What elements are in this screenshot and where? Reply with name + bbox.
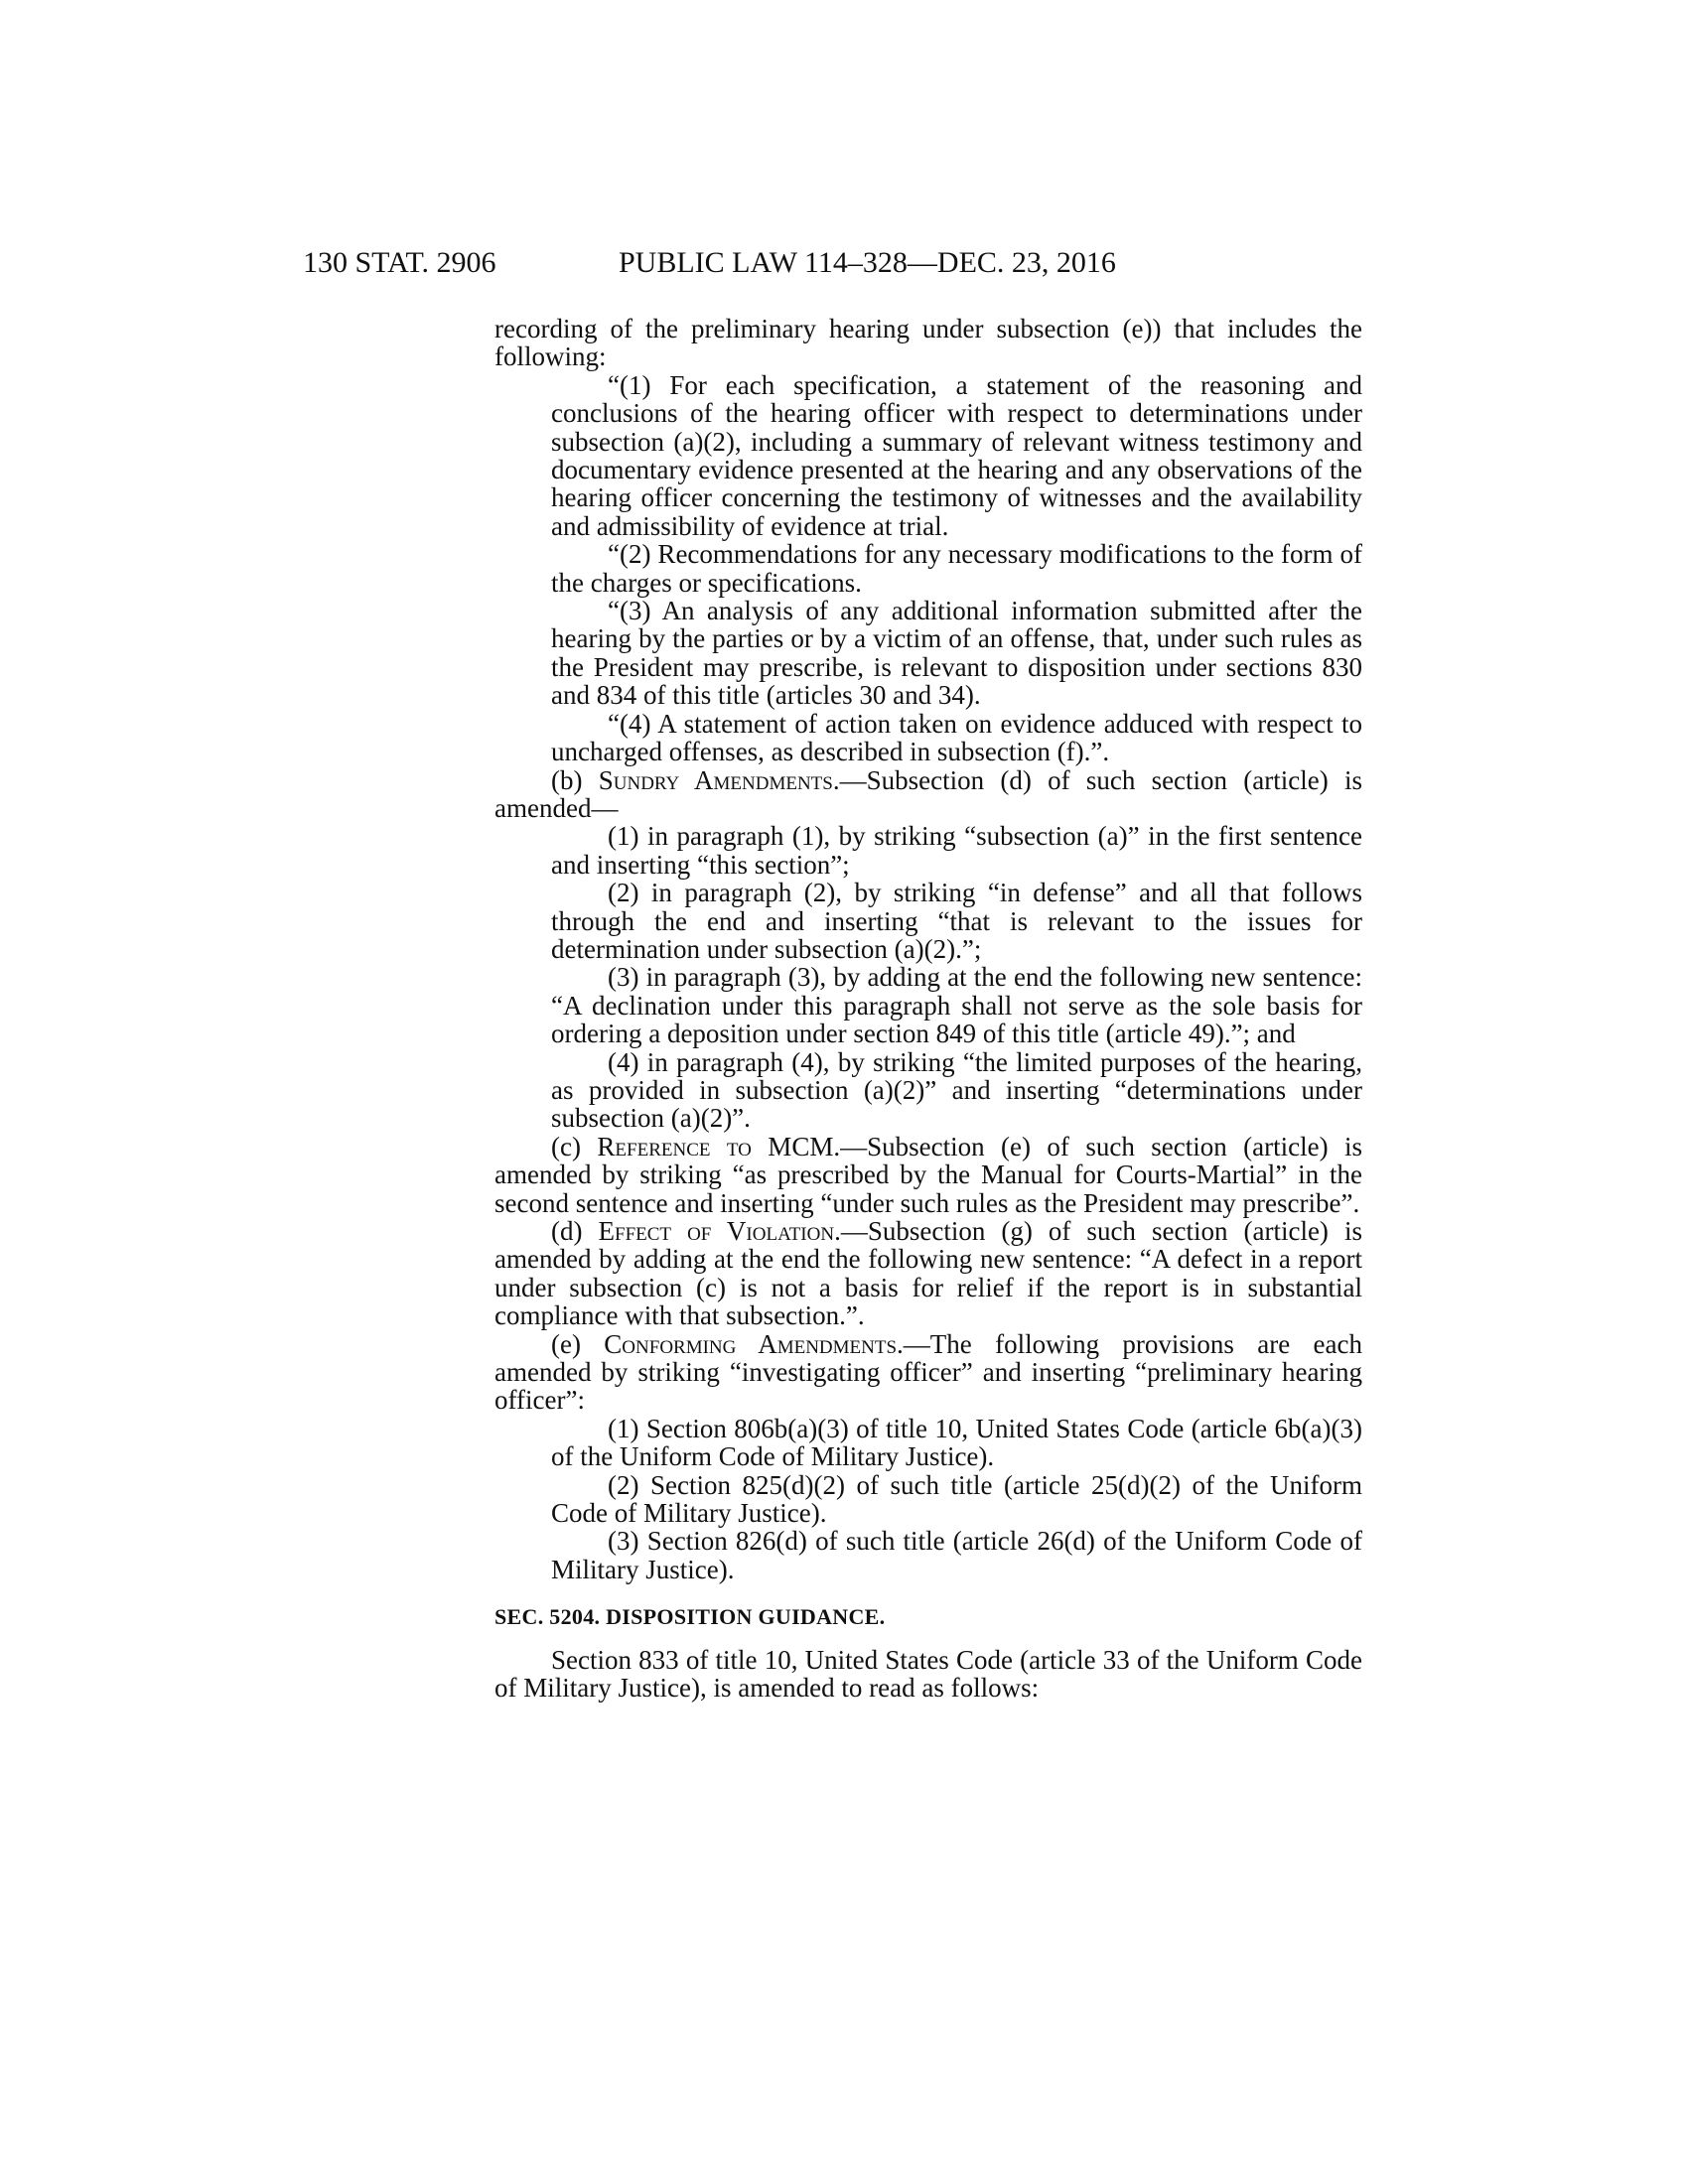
paragraph-continuation: recording of the preliminary hearing under subsection (e)) that includes the following: xyxy=(494,314,1362,372)
page-header xyxy=(303,246,1370,286)
subsection-e-item-3: (3) Section 826(d) of such title (article 26(d) of the Uniform Code of Military Justice). xyxy=(551,1526,1362,1584)
subsection-b-heading: Sundry Amendments. xyxy=(598,764,840,795)
subsection-c-text: —Subsection (e) of such section (article) is amended by striking “as prescribed by the Manual for Courts-Martial” in the second sentence and inserting “under such rules as the President may prescribe”. xyxy=(494,1131,1363,1218)
subsection-e-item-1: (1) Section 806b(a)(3) of title 10, United States Code (article 6b(a)(3) of the Uniform Code of Military Justice). xyxy=(551,1413,1362,1472)
subsection-b-item-1: (1) in paragraph (1), by striking “subsection (a)” in the first sentence and inserting “this section”; xyxy=(551,821,1362,880)
document-body xyxy=(494,315,1362,1703)
quoted-item-3: “(3) An analysis of any additional information submitted after the hearing by the parties or by a victim of an offense, that, under such rules as the President may prescribe, is relevant to disposition under sections 830 and 834 of this title (articles 30 and 34). xyxy=(551,596,1362,711)
running-title: PUBLIC LAW 114–328—DEC. 23, 2016 xyxy=(619,246,1116,279)
subsection-d-heading: Effect of Violation. xyxy=(598,1216,841,1246)
quoted-item-1: “(1) For each specification, a statement of the reasoning and conclusions of the hearing officer with respect to determinations under subsection (a)(2), including a summary of relevant witness testimony and documentary evidence presented at the hearing and any observations of the hearing officer concerning the testimony of witnesses and the availability and admissibility of evidence at trial. xyxy=(551,369,1362,541)
subsection-b-text: —Subsection (d) of such section (article) is amended— xyxy=(494,764,1362,823)
subsection-b-label: (b) xyxy=(551,764,599,795)
subsection-b-item-2: (2) in paragraph (2), by striking “in defense” and all that follows through the end and inserting “that is relevant to the issues for determination under subsection (a)(2).”; xyxy=(551,878,1362,964)
section-heading: SEC. 5204. DISPOSITION GUIDANCE. xyxy=(494,1604,886,1630)
quoted-item-2: “(2) Recommendations for any necessary modifications to the form of the charges or specifications. xyxy=(551,539,1362,598)
subsection-d-label: (d) xyxy=(551,1216,599,1246)
subsection-b-item-3: (3) in paragraph (3), by adding at the end the following new sentence: “A declination under this paragraph shall not serve as the sole basis for ordering a deposition under section 849 of this title (article 49).”; and xyxy=(551,962,1362,1049)
subsection-c-heading: Reference to MCM. xyxy=(597,1131,841,1161)
subsection-e xyxy=(494,1330,1362,1415)
subsection-c xyxy=(494,1133,1362,1217)
subsection-c-label: (c) xyxy=(551,1131,598,1161)
subsection-e-text: —The following provisions are each amended by striking “investigating officer” and inserting “preliminary hearing officer”: xyxy=(494,1328,1362,1416)
subsection-e-heading: Conforming Amendments. xyxy=(604,1328,904,1359)
subsection-b xyxy=(494,766,1362,823)
section-text: Section 833 of title 10, United States Code (article 33 of the Uniform Code of Military Justice), is amended to read as follows: xyxy=(494,1644,1362,1704)
subsection-d xyxy=(494,1217,1362,1330)
subsection-b-item-4: (4) in paragraph (4), by striking “the limited purposes of the hearing, as provided in subsection (a)(2)” and inserting “determinations under subsection (a)(2)”. xyxy=(551,1046,1362,1134)
quoted-item-4: “(4) A statement of action taken on evidence adduced with respect to uncharged offenses, as described in subsection (f).”. xyxy=(551,708,1362,767)
subsection-e-label: (e) xyxy=(551,1328,605,1359)
subsection-d-text: —Subsection (g) of such section (article) is amended by adding at the end the following new sentence: “A defect in a report under subsection (c) is not a basis for relief if the report is in substantial compliance with that subsection.”. xyxy=(494,1216,1362,1331)
subsection-e-item-2: (2) Section 825(d)(2) of such title (article 25(d)(2) of the Uniform Code of Military Justice). xyxy=(551,1469,1362,1529)
stat-page-number: 130 STAT. 2906 xyxy=(303,246,496,279)
